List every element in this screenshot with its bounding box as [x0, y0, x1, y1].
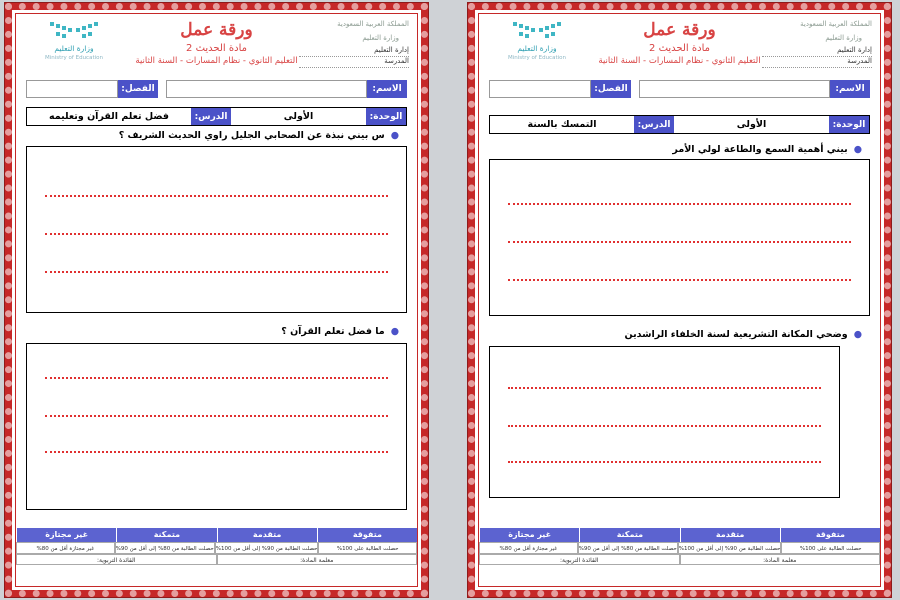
track-title: التعليم الثانوي - نظام المسارات - السنة الثانية [598, 56, 761, 66]
kingdom-line-2: وزارة التعليم [825, 34, 862, 42]
kingdom-line-1: المملكة العربية السعودية [337, 20, 409, 28]
answer-line [508, 279, 851, 281]
lesson-value: فضل تعلم القرآن وتعليمه [49, 111, 169, 122]
unit-label: الوحدة: [829, 116, 869, 133]
level-criterion[interactable]: حصلت الطالبة على 100% [781, 542, 880, 554]
bullet-icon: ● [853, 329, 862, 340]
name-field[interactable] [166, 80, 367, 98]
class-field[interactable] [489, 80, 591, 98]
unit-value: الأولى [736, 119, 767, 130]
lesson-label: الدرس: [634, 116, 674, 133]
answer-line [45, 233, 388, 235]
class-label: الفصل: [118, 80, 158, 98]
track-title: التعليم الثانوي - نظام المسارات - السنة الثانية [135, 56, 298, 66]
teacher-signature: معلمة المادة: [680, 554, 881, 565]
answer-line [508, 461, 821, 463]
admin-fields [762, 46, 872, 68]
logo-subtext: Ministry of Education [507, 55, 566, 61]
subject-title: مادة الحديث 2 [186, 43, 247, 54]
question-2 [281, 326, 399, 337]
answer-box-2[interactable] [489, 346, 840, 498]
answer-line [45, 451, 388, 453]
level-criterion[interactable]: حصلت الطالبة على 100% [318, 542, 417, 554]
answer-line [508, 425, 821, 427]
question-text: وضحي المكانة التشريعية لسنة الخلفاء الراشدين [624, 329, 848, 340]
kingdom-line-1: المملكة العربية السعودية [800, 20, 872, 28]
logo-subtext: Ministry of Education [44, 55, 103, 61]
school-label: المدرسة [299, 57, 409, 68]
leader-signature: القائدة التربوية: [479, 554, 680, 565]
worksheet-page-1 [5, 3, 428, 597]
answer-line [45, 415, 388, 417]
level-header: غير مجتازة [16, 528, 116, 542]
unit-label: الوحدة: [366, 108, 406, 125]
answer-line [508, 203, 851, 205]
unit-lesson-bar [489, 115, 870, 134]
answer-line [45, 195, 388, 197]
answer-line [508, 241, 851, 243]
level-header: متمكنة [579, 528, 679, 542]
unit-lesson-bar [26, 107, 407, 126]
unit-value: الأولى [283, 111, 314, 122]
level-header: متمكنة [116, 528, 216, 542]
answer-box-1[interactable] [26, 146, 407, 313]
question-2 [625, 329, 862, 340]
assessment-table [479, 528, 880, 574]
class-label: الفصل: [591, 80, 631, 98]
bullet-icon: ● [390, 130, 399, 141]
question-1 [672, 144, 862, 155]
level-criterion[interactable]: غير مجتازة أقل من 80% [16, 542, 115, 554]
level-header: متفوقة [317, 528, 417, 542]
school-label: المدرسة [762, 57, 872, 68]
leader-signature: القائدة التربوية: [16, 554, 217, 565]
answer-box-2[interactable] [26, 343, 407, 510]
name-class-bar [489, 80, 870, 98]
level-criterion[interactable]: غير مجتازة أقل من 80% [479, 542, 578, 554]
level-criterion[interactable]: حصلت الطالبة من 90% إلى أقل من 100% [678, 542, 782, 554]
name-field[interactable] [639, 80, 830, 98]
assessment-table [16, 528, 417, 574]
name-class-bar [26, 80, 407, 98]
name-label: الاسم: [830, 80, 870, 98]
name-label: الاسم: [367, 80, 407, 98]
answer-line [45, 271, 388, 273]
lesson-label: الدرس: [191, 108, 231, 125]
bullet-icon: ● [390, 326, 399, 337]
admin-fields [299, 46, 409, 68]
answer-line [45, 377, 388, 379]
admin-label: إدارة التعليم [299, 46, 409, 57]
lesson-value: التمسك بالسنة [527, 119, 597, 130]
question-1 [119, 130, 399, 141]
page-title: ورقة عمل [643, 20, 716, 40]
question-text: بيني أهمية السمع والطاعة لولي الأمر [672, 144, 848, 155]
level-criterion[interactable]: حصلت الطالبة من 80% إلى أقل من 90% [578, 542, 678, 554]
subject-title: مادة الحديث 2 [649, 43, 710, 54]
level-criterion[interactable]: حصلت الطالبة من 80% إلى أقل من 90% [115, 542, 215, 554]
level-header: متفوقة [780, 528, 880, 542]
admin-label: إدارة التعليم [762, 46, 872, 57]
worksheet-page-2 [468, 3, 891, 597]
logo-text: وزارة التعليم [517, 44, 557, 53]
kingdom-line-2: وزارة التعليم [362, 34, 399, 42]
level-header: غير مجتازة [479, 528, 579, 542]
level-header: متقدمة [680, 528, 780, 542]
page-title: ورقة عمل [180, 20, 253, 40]
answer-box-1[interactable] [489, 159, 870, 316]
teacher-signature: معلمة المادة: [217, 554, 418, 565]
logo-text: وزارة التعليم [54, 44, 94, 53]
class-field[interactable] [26, 80, 118, 98]
question-text: ما فضل تعلم القرآن ؟ [281, 326, 385, 337]
level-header: متقدمة [217, 528, 317, 542]
level-criterion[interactable]: حصلت الطالبة من 90% إلى أقل من 100% [215, 542, 319, 554]
answer-line [508, 387, 821, 389]
bullet-icon: ● [853, 144, 862, 155]
question-text: س بيني نبذة عن الصحابي الجليل راوي الحديث الشريف ؟ [118, 130, 385, 141]
